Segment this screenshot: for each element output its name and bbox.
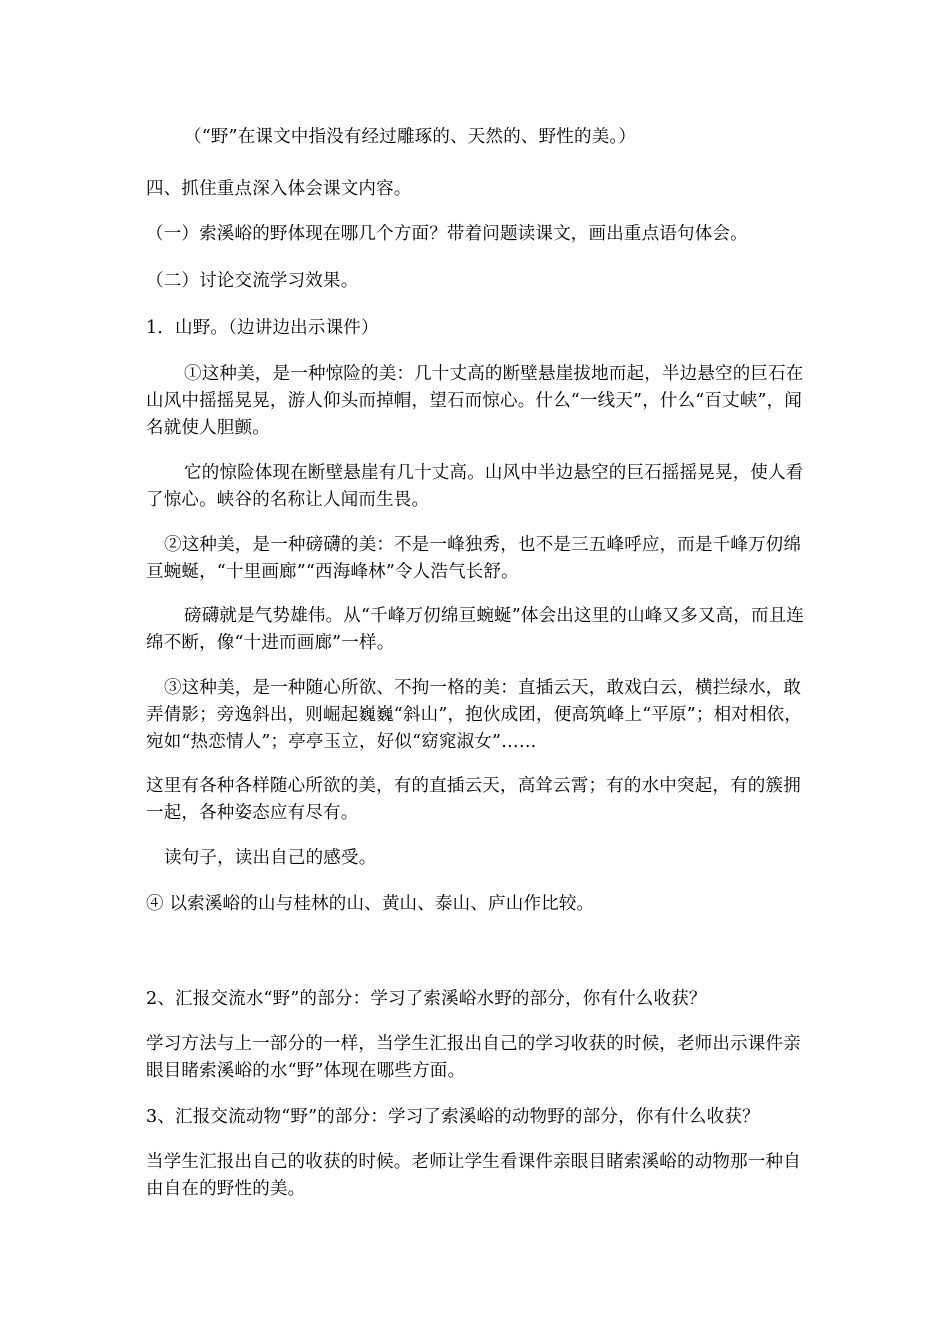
- paragraph-read-sentence: 读句子，读出自己的感受。: [164, 848, 377, 868]
- paragraph-quote-1: ①这种美，是一种惊险的美：几十丈高的断壁悬崖拔地而起，半边悬空的巨石在山风中摇摇晃晃，游人仰头而掉帽，望石而惊心。什么“一线天”，什么“百丈峡”，闻名就使人胆颤。: [146, 364, 804, 438]
- paragraph-water-method: 学习方法与上一部分的一样，当学生汇报出自己的学习收获的时候，老师出示课件亲眼目睹索溪峪的水“野”体现在哪些方面。: [146, 1034, 801, 1081]
- paragraph-water-report: 2、汇报交流水“野”的部分：学习了索溪峪水野的部分，你有什么收获？: [146, 989, 707, 1009]
- paragraph-quote-2: ②这种美，是一种磅礴的美：不是一峰独秀，也不是三五峰呼应，而是千峰万仞绵亘蜿蜒，“十里画廊”“西海峰林”令人浩气长舒。: [146, 535, 802, 582]
- section-heading-4: 四、抓住重点深入体会课文内容。: [146, 179, 412, 199]
- paragraph-quote-3: ③这种美，是一种随心所欲、不拘一格的美：直插云天，敢戏白云，横拦绿水，敢弄倩影；旁逸斜出，则崛起巍巍“斜山”，抱伙成团，便高筑峰上“平原”；相对相依，宛如“热恋情人”；亭亭玉立，好似“窈窕淑女”……: [146, 678, 803, 752]
- paragraph-question-1: （一）索溪峪的野体现在哪几个方面？带着问题读课文，画出重点语句体会。: [146, 224, 748, 244]
- paragraph-animal-method: 当学生汇报出自己的收获的时候。老师让学生看课件亲眼目睹索溪峪的动物那一种自由自在的野性的美。: [146, 1152, 801, 1199]
- paragraph-explain-2: 磅礴就是气势雄伟。从“千峰万仞绵亘蜿蜒”体会出这里的山峰又多又高，而且连绵不断，像“十进而画廊”一样。: [146, 606, 805, 653]
- paragraph-mountain-heading: 1．山野。（边讲边出示课件）: [146, 318, 379, 338]
- paragraph-explain-1: 它的惊险体现在断壁悬崖有几十丈高。山风中半边悬空的巨石摇摇晃晃，使人看了惊心。峡谷的名称让人闻而生畏。: [146, 463, 804, 510]
- paragraph-explain-3: 这里有各种各样随心所欲的美，有的直插云天，高耸云霄；有的水中突起，有的簇拥一起，各种姿态应有尽有。: [146, 776, 801, 823]
- paragraph-discussion-2: （二）讨论交流学习效果。: [146, 271, 359, 291]
- paragraph-animal-report: 3、汇报交流动物“野”的部分：学习了索溪峪的动物野的部分，你有什么收获？: [146, 1107, 760, 1127]
- paragraph-compare: ④ 以索溪峪的山与桂林的山、黄山、泰山、庐山作比较。: [146, 894, 595, 914]
- paragraph-note-ye: （“野”在课文中指没有经过雕琢的、天然的、野性的美。）: [184, 127, 637, 147]
